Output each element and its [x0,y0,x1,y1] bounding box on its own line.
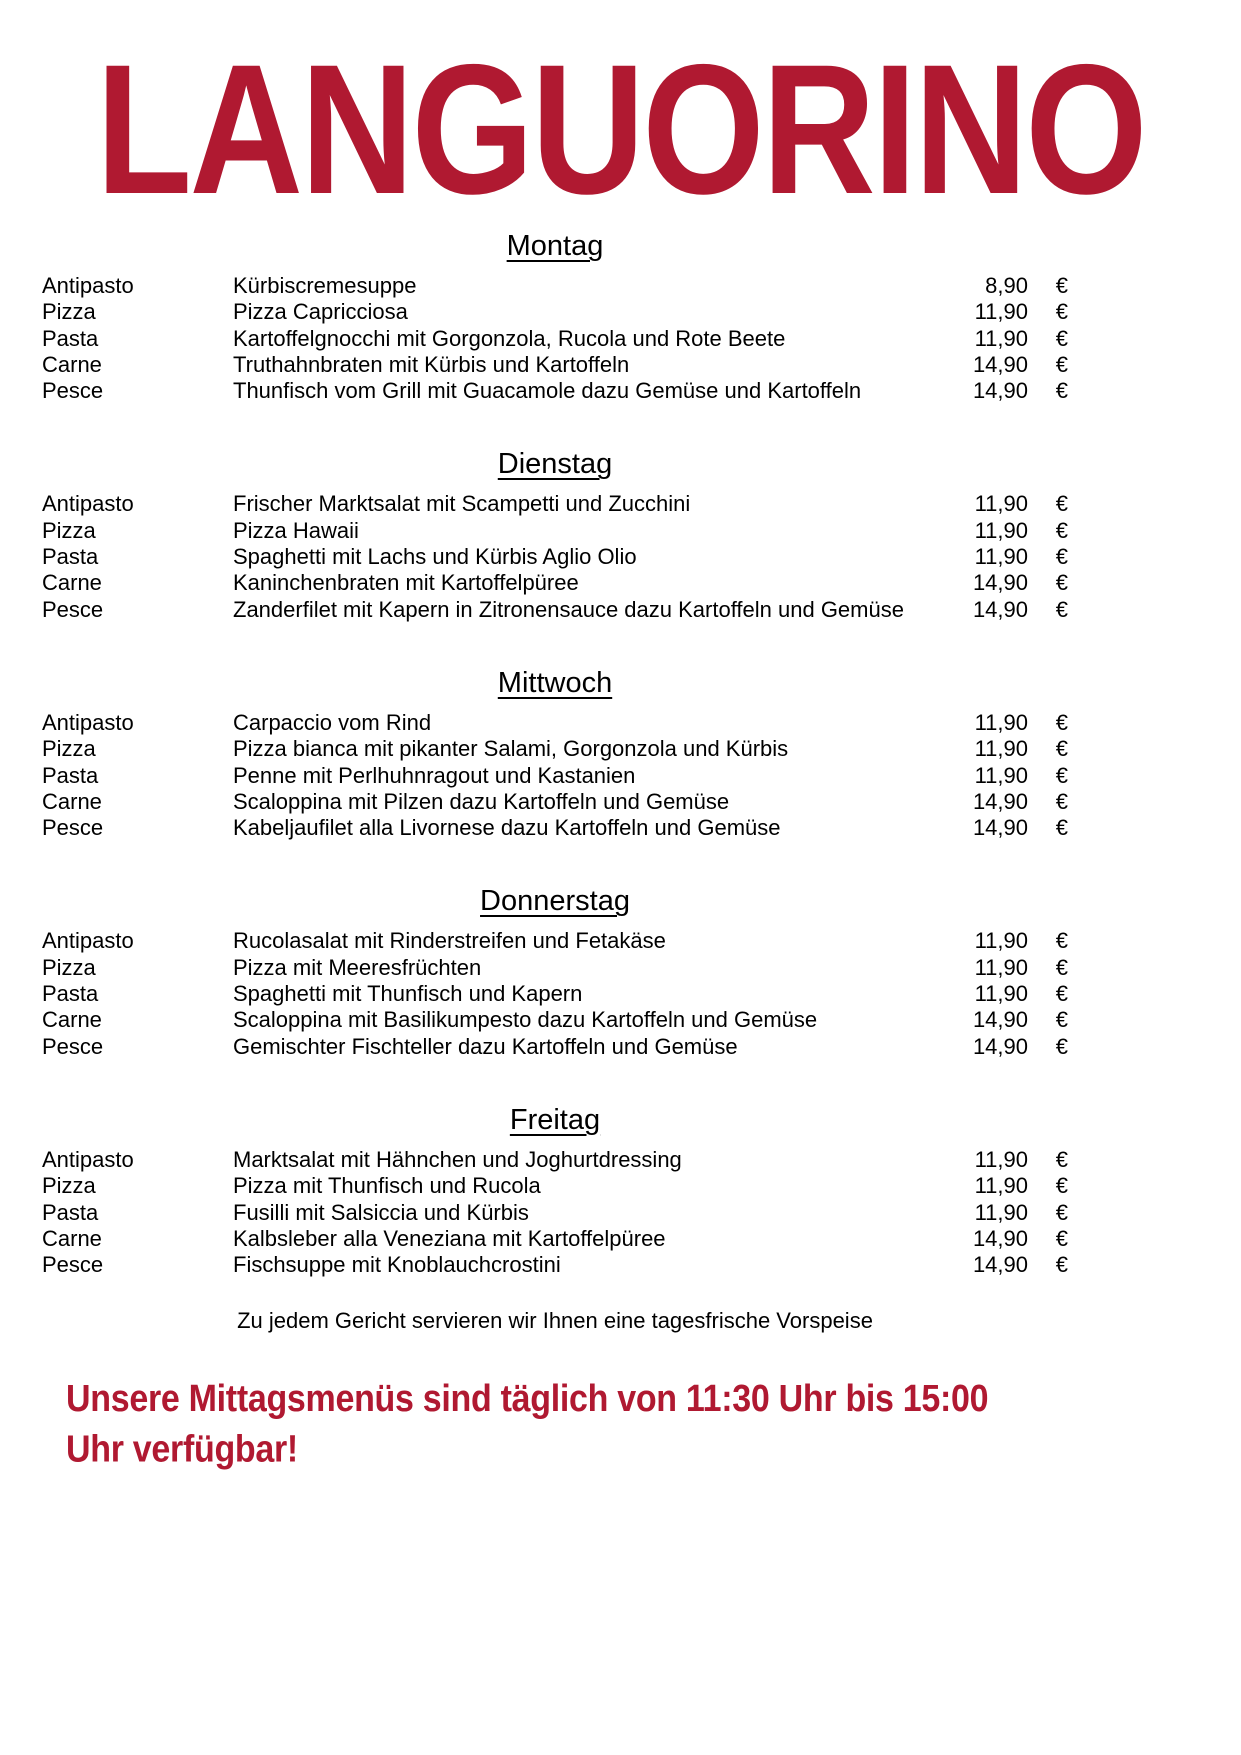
euro-sign: € [1055,1225,1068,1251]
day-heading: Dienstag [497,448,613,481]
course-label: Pizza [42,1173,96,1199]
dish-description: Pizza Capricciosa [233,299,408,325]
euro-sign: € [1055,815,1068,841]
dish-description: Thunfisch vom Grill mit Guacamole dazu Gemüse und Kartoffeln [233,378,862,404]
euro-sign: € [1055,1146,1068,1172]
price-value: 14,90 [972,378,1028,404]
euro-sign: € [1055,709,1068,735]
euro-sign: € [1055,1252,1068,1278]
menu-item-row [42,491,1068,517]
dish-description: Spaghetti mit Thunfisch und Kapern [233,981,583,1007]
price-value: 11,90 [974,709,1028,735]
price-value: 11,90 [974,736,1028,762]
price-value: 8,90 [985,273,1028,298]
dish-description: Truthahnbraten mit Kürbis und Kartoffeln [233,351,630,377]
euro-sign: € [1055,570,1068,596]
menu-item-row [42,1226,1068,1252]
dish-description: Carpaccio vom Rind [233,709,432,735]
dish-description: Pizza bianca mit pikanter Salami, Gorgonzola und Kürbis [233,736,789,762]
menu-item-row [42,710,1068,736]
price-value: 11,90 [974,491,1028,517]
dish-description: Rucolasalat mit Rinderstreifen und Fetakäse [233,928,666,954]
dish-description: Scaloppina mit Basilikumpesto dazu Kartoffeln und Gemüse [233,1007,818,1033]
course-label: Antipasto [42,709,134,735]
menu-item-row [42,299,1068,325]
course-label: Pizza [42,736,96,762]
euro-sign: € [1055,736,1068,762]
menu-item-row [42,544,1068,570]
price-value: 14,90 [972,815,1028,841]
menu-item-row [42,1252,1068,1278]
euro-sign: € [1055,517,1068,543]
menu-item-row [42,597,1068,623]
course-label: Pesce [42,815,104,841]
dish-description: Marktsalat mit Hähnchen und Joghurtdressing [233,1146,682,1172]
menu-item-row [42,1173,1068,1199]
dish-description: Kabeljaufilet alla Livornese dazu Kartoffeln und Gemüse [233,815,781,841]
menu-item-row [42,273,1068,299]
dish-description: Pizza Hawaii [233,517,359,543]
price-value: 14,90 [972,596,1028,622]
menu-item-row [42,763,1068,789]
menu-item-row [42,1200,1068,1226]
opening-hours-notice: Unsere Mittagsmenüs sind täglich von 11:30 Uhr bis 15:00 Uhr verfügbar! [66,1377,989,1471]
day-section-montag [42,230,1068,404]
euro-sign: € [1055,788,1068,814]
course-label: Pizza [42,954,96,980]
euro-sign: € [1055,981,1068,1007]
menu-item-row [42,1034,1068,1060]
price-value: 11,90 [974,1173,1028,1199]
dish-description: Frischer Marktsalat mit Scampetti und Zucchini [233,491,691,517]
dish-description: Kartoffelgnocchi mit Gorgonzola, Rucola und Rote Beete [233,325,786,351]
dish-description: Spaghetti mit Lachs und Kürbis Aglio Olio [233,544,637,570]
course-label: Antipasto [42,491,134,517]
menu-item-row [42,518,1068,544]
course-label: Pasta [42,981,99,1007]
course-label: Pesce [42,1252,104,1278]
day-heading: Mittwoch [497,666,613,699]
dish-description: Kürbiscremesuppe [233,273,417,298]
day-heading: Donnerstag [480,885,630,918]
euro-sign: € [1055,954,1068,980]
euro-sign: € [1055,1033,1068,1059]
dish-description: Penne mit Perlhuhnragout und Kastanien [233,762,636,788]
daily-starter-note: Zu jedem Gericht servieren wir Ihnen eine tagesfrische Vorspeise [237,1308,873,1334]
course-label: Pesce [42,1033,104,1059]
day-section-freitag [42,1104,1068,1278]
menu-item-row [42,352,1068,378]
course-label: Carne [42,788,102,814]
euro-sign: € [1055,1199,1068,1225]
price-value: 11,90 [974,954,1028,980]
course-label: Pesce [42,378,104,404]
euro-sign: € [1055,299,1068,325]
euro-sign: € [1055,544,1068,570]
price-value: 14,90 [972,788,1028,814]
course-label: Carne [42,1007,102,1033]
price-value: 11,90 [974,517,1028,543]
price-value: 11,90 [974,544,1028,570]
euro-sign: € [1055,273,1068,298]
price-value: 11,90 [974,299,1028,325]
euro-sign: € [1055,596,1068,622]
euro-sign: € [1055,928,1068,954]
restaurant-logo: LANGUORINO [95,27,1145,233]
day-heading: Freitag [509,1103,601,1136]
weekly-menu [42,230,1068,1278]
price-value: 11,90 [974,762,1028,788]
price-value: 11,90 [974,1146,1028,1172]
course-label: Pasta [42,1199,99,1225]
menu-item-row [42,815,1068,841]
dish-description: Fischsuppe mit Knoblauchcrostini [233,1252,561,1278]
menu-item-row [42,736,1068,762]
menu-item-row [42,326,1068,352]
menu-item-row [42,789,1068,815]
course-label: Antipasto [42,928,134,954]
menu-item-row [42,1007,1068,1033]
course-label: Pasta [42,325,99,351]
menu-item-row [42,955,1068,981]
dish-description: Pizza mit Meeresfrüchten [233,954,482,980]
euro-sign: € [1055,491,1068,517]
menu-item-row [42,378,1068,404]
course-label: Carne [42,570,102,596]
dish-description: Kaninchenbraten mit Kartoffelpüree [233,570,579,596]
euro-sign: € [1055,351,1068,377]
course-label: Antipasto [42,273,134,298]
price-value: 11,90 [974,325,1028,351]
price-value: 11,90 [974,981,1028,1007]
euro-sign: € [1055,1007,1068,1033]
day-section-donnerstag [42,885,1068,1059]
dish-description: Pizza mit Thunfisch und Rucola [233,1173,541,1199]
course-label: Pizza [42,299,96,325]
euro-sign: € [1055,325,1068,351]
dish-description: Kalbsleber alla Veneziana mit Kartoffelpüree [233,1225,666,1251]
price-value: 11,90 [974,1199,1028,1225]
dish-description: Zanderfilet mit Kapern in Zitronensauce dazu Kartoffeln und Gemüse [233,596,904,622]
course-label: Carne [42,1225,102,1251]
menu-item-row [42,981,1068,1007]
course-label: Pesce [42,596,104,622]
price-value: 14,90 [972,351,1028,377]
dish-description: Gemischter Fischteller dazu Kartoffeln und Gemüse [233,1033,738,1059]
price-value: 14,90 [972,1033,1028,1059]
menu-item-row [42,570,1068,596]
day-section-mittwoch [42,667,1068,841]
price-value: 14,90 [972,1007,1028,1033]
price-value: 14,90 [972,1225,1028,1251]
course-label: Pasta [42,762,99,788]
course-label: Pasta [42,544,99,570]
day-heading: Montag [506,230,604,262]
euro-sign: € [1055,762,1068,788]
course-label: Pizza [42,517,96,543]
day-section-dienstag [42,448,1068,622]
dish-description: Fusilli mit Salsiccia und Kürbis [233,1199,529,1225]
euro-sign: € [1055,1173,1068,1199]
menu-item-row [42,1147,1068,1173]
price-value: 14,90 [972,570,1028,596]
price-value: 14,90 [972,1252,1028,1278]
course-label: Carne [42,351,102,377]
price-value: 11,90 [974,928,1028,954]
dish-description: Scaloppina mit Pilzen dazu Kartoffeln und Gemüse [233,788,730,814]
euro-sign: € [1055,378,1068,404]
course-label: Antipasto [42,1146,134,1172]
menu-item-row [42,928,1068,954]
